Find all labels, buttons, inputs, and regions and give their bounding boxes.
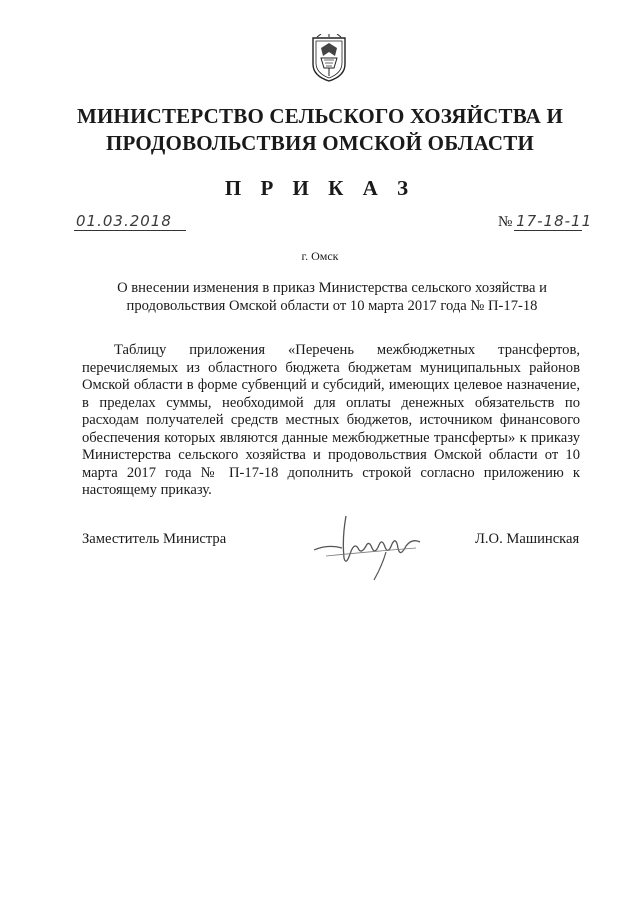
signer-title: Заместитель Министра (82, 531, 227, 547)
number-sign: № (498, 214, 513, 230)
city: г. Омск (301, 249, 339, 263)
signer-name: Л.О. Машинская (475, 531, 580, 547)
order-date (76, 212, 184, 231)
order-body: Таблицу приложения «Перечень межбюджетных трансфертов, перечисляемых из областного бюджета бюджетам муниципальных районов Омской области в форме субвенций и субсидий, имеющих целевое назначение, в пределах суммы, необходимой для оплаты денежных обязательств по расходам получателей средств местных бюджетов, источником финансового обеспечения которых являются данные межбюджетные трансферты» к приказу Министерства сельского хозяйства и продовольствия Омской области от 10 марта 2017 года № П-17-18 дополнить строкой согласно приложению к настоящему приказу. (82, 342, 580, 498)
order-date-value: 01.03.2018 (76, 212, 172, 230)
order-number (498, 212, 592, 231)
ministry-name-line2: ПРОДОВОЛЬСТВИЯ ОМСКОЙ ОБЛАСТИ (105, 131, 535, 155)
ministry-name (40, 103, 600, 157)
date-underline (74, 230, 186, 231)
order-number-value: 17-18-11 (516, 212, 593, 230)
handwritten-signature (306, 508, 426, 583)
number-underline (514, 230, 582, 231)
subject-line2: продовольствия Омской области от 10 марта 2017 года № П-17-18 (126, 298, 538, 314)
coat-of-arms-icon (309, 34, 349, 84)
subject-line1: О внесении изменения в приказ Министерства сельского хозяйства и (117, 280, 547, 296)
document-type: П Р И К А З (224, 176, 416, 200)
ministry-name-line1: МИНИСТЕРСТВО СЕЛЬСКОГО ХОЗЯЙСТВА И (76, 104, 563, 128)
order-subject (82, 279, 582, 315)
